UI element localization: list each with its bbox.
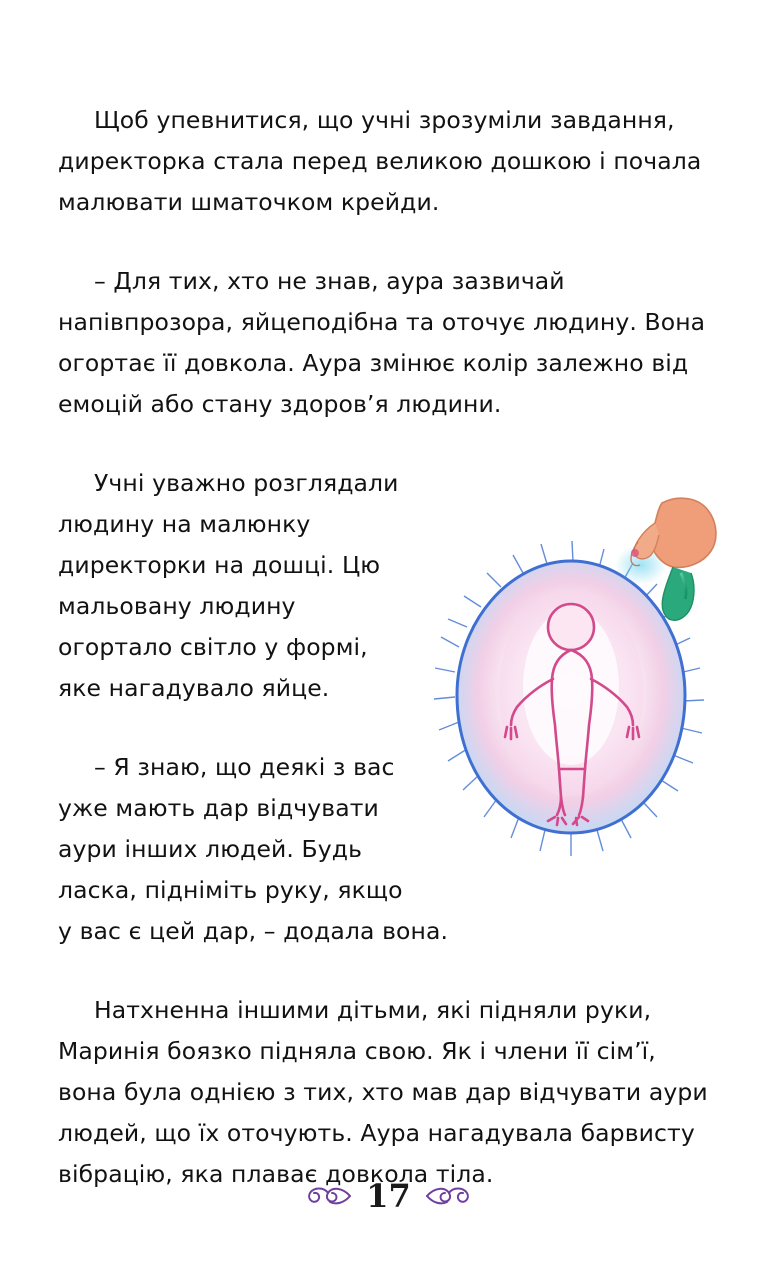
paragraph-1: Щоб упевнитися, що учні зрозуміли завдання, директорка стала перед великою дошкою і почала малювати шматочком крейди.: [58, 106, 702, 216]
page-number: 17: [366, 1177, 411, 1215]
paragraph-2: – Для тих, хто не знав, аура зазвичай напівпрозора, яйцеподібна та оточує людину. Вона огортає її довкола. Аура змінює колір залежно від емоцій або стану здоров’я людини.: [58, 267, 706, 418]
paragraph-spacer-4: [58, 978, 719, 990]
paragraph-spacer-1: [58, 249, 719, 261]
flourish-ornament-right-icon: [425, 1183, 471, 1209]
paragraph-spacer-2: [58, 451, 719, 463]
page-body-text: [58, 100, 719, 1195]
paragraph-3: Учні уважно розглядали людину на малюнку директорки на дошці. Цю мальовану людину огортало світло у формі, яке нагадувало яйце.: [58, 469, 399, 702]
page-footer: [0, 1177, 777, 1215]
paragraph-4: – Я знаю, що деякі з вас уже мають дар відчувати аури інших людей. Будь ласка, підніміть руку, якщо у вас є цей дар, – додала вона.: [58, 753, 449, 945]
illustrated-text-block: [58, 463, 719, 978]
aura-figure-illustration: [419, 487, 719, 882]
paragraph-5: Натхненна іншими дітьми, які підняли руки, Маринія боязко підняла свою. Як і члени її сім’ї, вона була однією з тих, хто мав дар відчувати аури людей, що їх оточують. Аура нагадувала барвисту вібрацію, яка плаває довкола тіла.: [58, 996, 708, 1188]
flourish-ornament-left-icon: [306, 1183, 352, 1209]
